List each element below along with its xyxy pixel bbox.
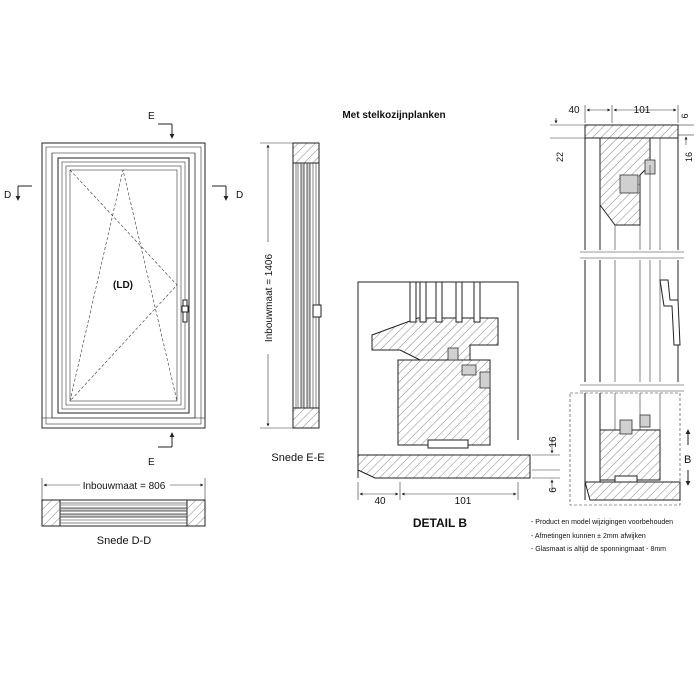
right-dim-101: 101 <box>633 105 651 116</box>
note-2: - Afmetingen kunnen ± 2mm afwijken <box>531 533 646 540</box>
detail-b-dim-16: 16 <box>548 436 559 448</box>
right-marker-b: B <box>684 454 692 466</box>
section-d-d <box>42 478 205 547</box>
ee-handle <box>313 305 321 317</box>
dd-dimension: Inbouwmaat = 806 <box>82 481 166 492</box>
right-handle <box>660 280 680 345</box>
right-dim-40: 40 <box>568 105 580 116</box>
ee-dimension: Inbouwmaat = 1406 <box>264 253 275 343</box>
front-elevation <box>4 111 243 468</box>
detail-b-dim-101: 101 <box>454 496 472 507</box>
note-1: - Product en model wijzigingen voorbehouden <box>531 519 674 526</box>
right-dim-22: 22 <box>555 151 565 163</box>
section-marker-e-bottom: E <box>148 457 155 468</box>
section-marker-d-right: D <box>236 190 244 201</box>
opening-type-label: (LD) <box>113 280 133 291</box>
detail-b-dim-40: 40 <box>374 496 386 507</box>
page-title: Met stelkozijnplanken <box>342 110 446 121</box>
right-section-detail <box>550 105 694 505</box>
detail-b-caption: DETAIL B <box>412 516 468 530</box>
note-3: - Glasmaat is altijd de sponningmaat - 8mm <box>531 546 666 553</box>
right-dim-16: 16 <box>684 151 694 163</box>
ee-caption: Snede E-E <box>271 452 325 464</box>
detail-b <box>358 282 560 530</box>
section-e-e <box>260 143 325 464</box>
notes <box>531 519 673 553</box>
dd-caption: Snede D-D <box>96 535 152 547</box>
detail-b-dim-6: 6 <box>548 487 559 493</box>
right-dim-6: 6 <box>680 113 690 119</box>
section-marker-d-left: D <box>4 190 12 201</box>
section-marker-e-top: E <box>148 111 155 122</box>
